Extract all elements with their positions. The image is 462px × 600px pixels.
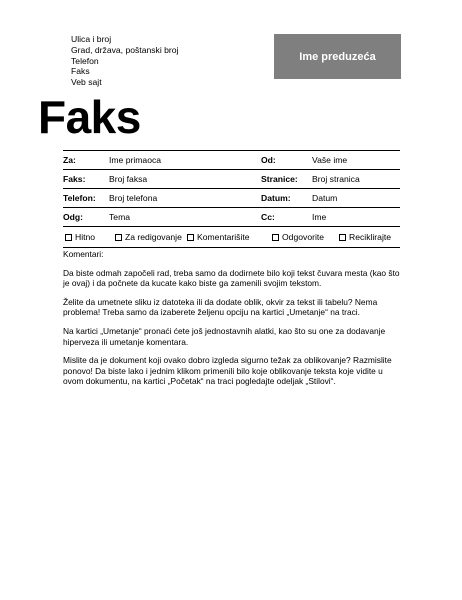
date-value: Datum — [312, 193, 338, 203]
checkbox-recycle[interactable] — [337, 232, 391, 242]
checkbox-label: Za redigovanje — [125, 232, 182, 242]
company-name: Ime preduzeća — [299, 50, 376, 63]
cc-value: Ime — [312, 212, 327, 222]
pages-value: Broj stranica — [312, 174, 360, 184]
company-name-block — [274, 34, 401, 79]
sender-website: Veb sajt — [71, 77, 102, 88]
sender-city: Grad, država, poštanski broj — [71, 44, 179, 55]
to-label: Za: — [63, 155, 76, 165]
sender-fax: Faks — [71, 66, 90, 77]
checkbox-label: Komentarišite — [197, 232, 250, 242]
checkbox-box-icon[interactable] — [187, 234, 194, 241]
fax-value: Broj faksa — [109, 174, 148, 184]
to-value: Ime primaoca — [109, 155, 162, 165]
subject-value: Tema — [109, 212, 131, 222]
checkbox-box-icon[interactable] — [115, 234, 122, 241]
comments-label: Komentari: — [63, 249, 104, 259]
fax-label: Faks: — [63, 174, 86, 184]
checkbox-comment[interactable] — [185, 232, 270, 242]
checkbox-label: Hitno — [75, 232, 96, 242]
body-paragraph: Želite da umetnete sliku iz datoteka ili da dodate oblik, okvir za tekst ili tabelu? Nema problema! Treba samo da izaberete željenu opciju na kartici „Umetanje“ na traci. — [63, 296, 378, 318]
field-row — [63, 169, 400, 188]
checkbox-box-icon[interactable] — [272, 234, 279, 241]
phone-value: Broj telefona — [109, 193, 158, 203]
field-row — [63, 150, 400, 169]
checkbox-box-icon[interactable] — [65, 234, 72, 241]
field-row — [63, 188, 400, 207]
fax-header-table — [63, 150, 400, 248]
comments-section — [63, 249, 403, 395]
from-value: Vaše ime — [312, 155, 348, 165]
checkbox-row — [63, 227, 400, 248]
checkbox-box-icon[interactable] — [339, 234, 346, 241]
sender-address — [71, 34, 178, 88]
checkbox-urgent[interactable] — [63, 232, 113, 242]
body-paragraph: Na kartici „Umetanje“ pronaći ćete još jednostavnih alatki, kao što su one za dodavanje hiperveza ili umetanje komentara. — [63, 325, 386, 347]
checkbox-label: Reciklirajte — [349, 232, 392, 242]
field-row — [63, 207, 400, 227]
page-title: Faks — [38, 91, 141, 143]
sender-street: Ulica i broj — [71, 34, 112, 44]
checkbox-label: Odgovorite — [282, 232, 325, 242]
phone-label: Telefon: — [63, 193, 96, 203]
sender-phone: Telefon — [71, 55, 99, 66]
body-paragraph: Mislite da je dokument koji ovako dobro izgleda sigurno težak za oblikovanje? Razmislite ponovo! Da biste lako i jednim klikom primenili bilo koje oblikovanje teksta koje vidite u ovom dokumentu, na kartici „Početak“ na traci pogledajte odeljak „Stilovi“. — [63, 355, 392, 387]
cc-label: Cc: — [261, 212, 275, 222]
checkbox-reply[interactable] — [270, 232, 337, 242]
from-label: Od: — [261, 155, 276, 165]
date-label: Datum: — [261, 193, 291, 203]
body-paragraph: Da biste odmah započeli rad, treba samo da dodirnete bilo koji tekst čuvara mesta (kao što je ovaj) i da počnete da kucate kako biste ga zamenili svojim tekstom. — [63, 267, 400, 289]
pages-label: Stranice: — [261, 174, 298, 184]
checkbox-review[interactable] — [113, 232, 185, 242]
subject-label: Odg: — [63, 212, 84, 222]
